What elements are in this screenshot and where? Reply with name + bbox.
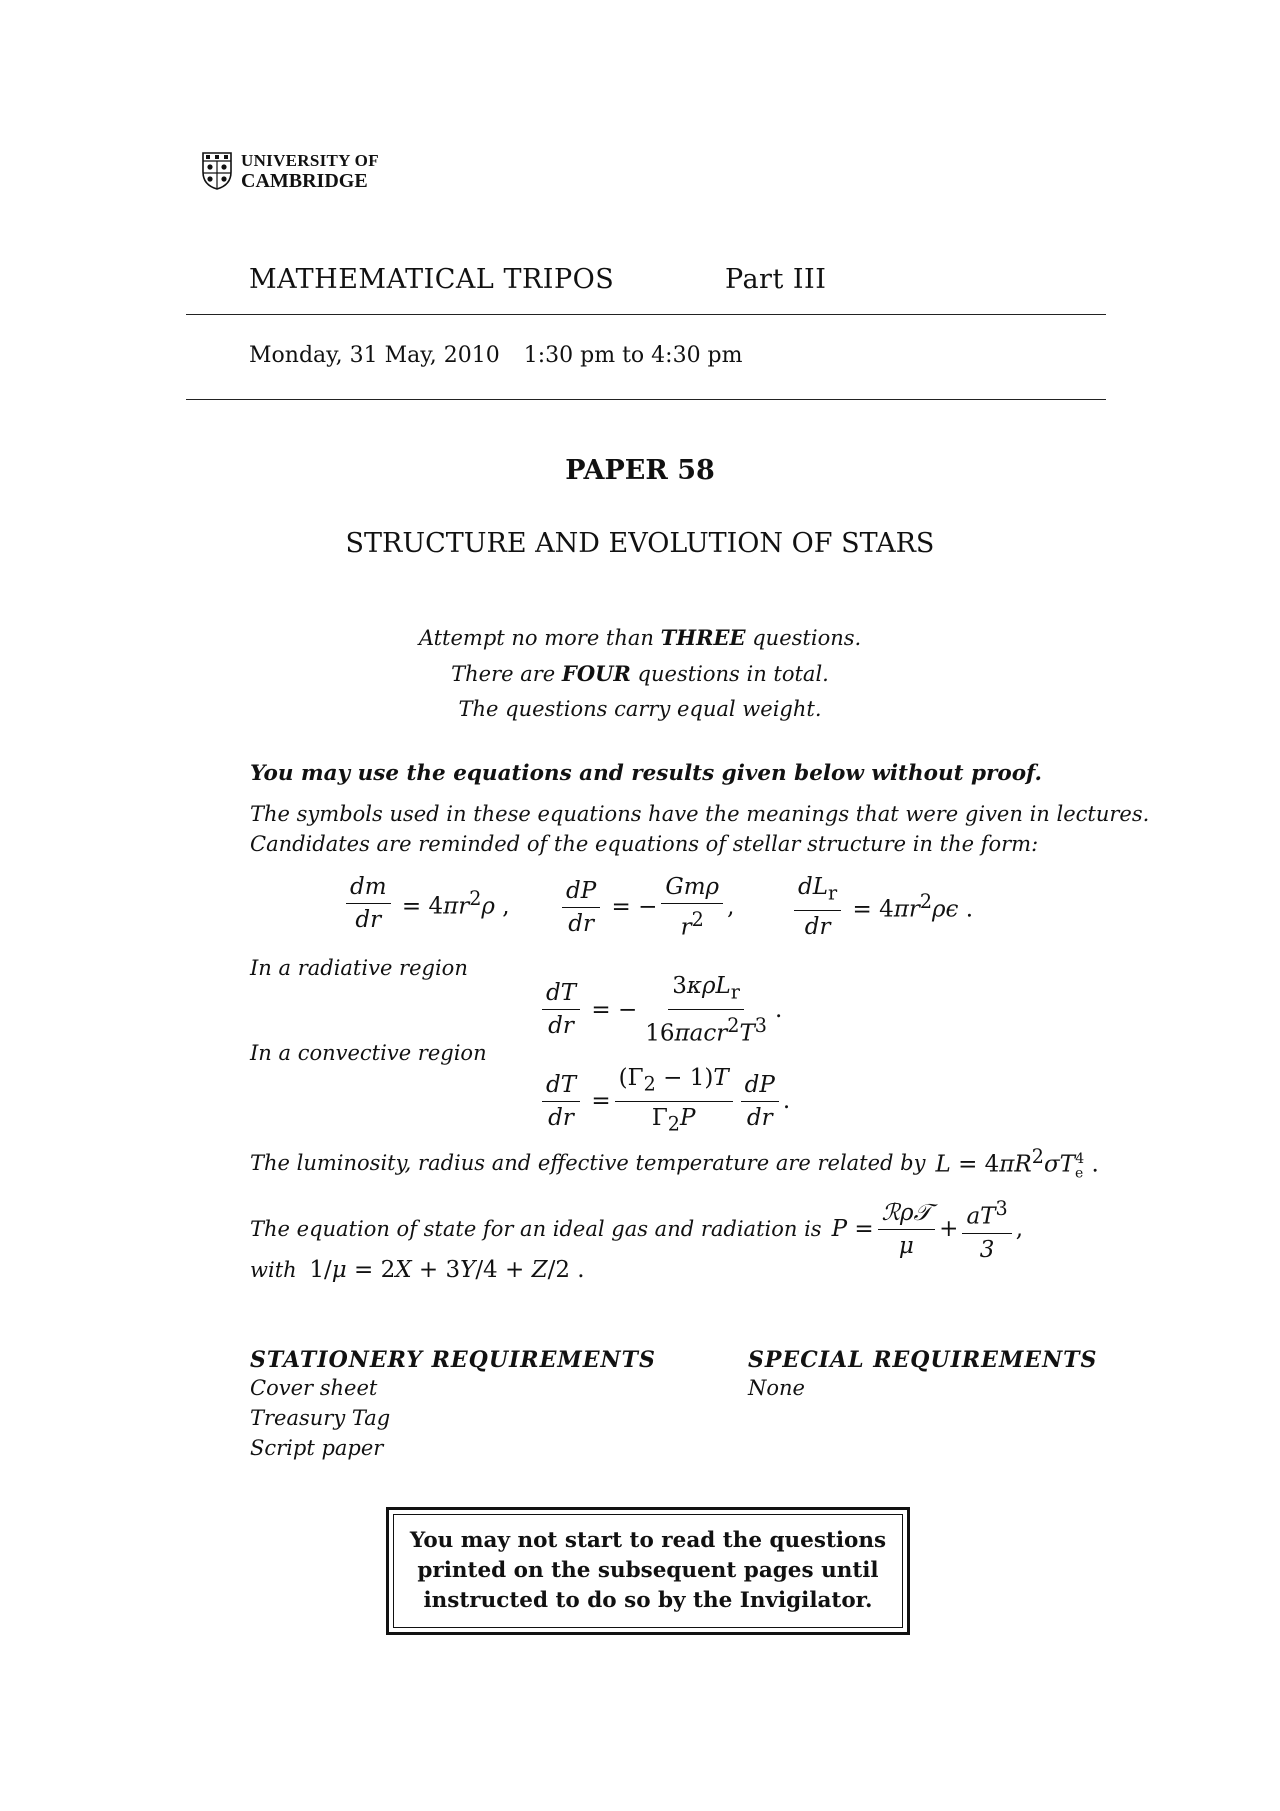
- with-text: with: [250, 1258, 297, 1282]
- notice-line: You may not start to read the questions: [409, 1528, 887, 1553]
- notice-line: printed on the subsequent pages until: [417, 1558, 879, 1583]
- exam-part: Part III: [725, 264, 827, 295]
- instruction-line-1: [0, 625, 1280, 650]
- state-text: The equation of state for an ideal gas and radiation is: [250, 1217, 822, 1242]
- header-rule-bottom: [186, 399, 1106, 400]
- exam-time: 1:30 pm to 4:30 pm: [523, 343, 743, 368]
- notice-box: [386, 1507, 910, 1635]
- logo-line-1: UNIVERSITY OF: [241, 151, 379, 170]
- notes-heading: You may use the equations and results given below without proof.: [250, 761, 1043, 786]
- equation-convective: $\frac{dT}{dr}$ = $\frac{(\Gamma_2 - 1)T}{\Gamma_2P}$ $\frac{dP}{dr}$ .: [538, 1064, 790, 1138]
- equation-luminosity: $\frac{dL_r}{dr}$ = $4\pi r^2\rho\epsilon$ .: [790, 873, 973, 941]
- stationery-item: Cover sheet: [250, 1376, 378, 1400]
- equation-radiative: $\frac{dT}{dr}$ = − $\frac{3\kappa\rho L_r}{16\pi acr^2T^3}$ .: [538, 972, 782, 1047]
- stationery-item: Treasury Tag: [250, 1406, 391, 1430]
- instruction-text: questions.: [745, 626, 862, 650]
- instruction-text: questions in total.: [630, 662, 829, 686]
- stationery-requirements: [250, 1347, 656, 1463]
- paper-number: PAPER 58: [565, 455, 715, 486]
- logo-text: [241, 150, 379, 192]
- notice-line: instructed to do so by the Invigilator.: [423, 1588, 873, 1613]
- stationery-heading: STATIONERY REQUIREMENTS: [250, 1347, 656, 1373]
- crest-icon: [202, 152, 232, 190]
- exam-date: [249, 343, 743, 368]
- notice-box-inner: [393, 1514, 903, 1628]
- instruction-text: Attempt no more than: [418, 626, 661, 650]
- state-equation: The equation of state for an ideal gas and radiation is P = $\frac{\text{ℛρ𝒯}}{\mu}$ + $\frac{aT^3}{3}$ ,: [250, 1197, 1024, 1263]
- instruction-emphasis: THREE: [660, 625, 746, 650]
- logo-line-2: CAMBRIDGE: [241, 170, 368, 192]
- radiative-label: In a radiative region: [250, 956, 468, 980]
- header-rule-top: [186, 314, 1106, 315]
- luminosity-text: The luminosity, radius and effective temperature are related by: [250, 1151, 926, 1176]
- university-logo: [202, 150, 379, 192]
- luminosity-relation: The luminosity, radius and effective temperature are related by $L = 4\pi R^2\sigma T_e^4$ .: [250, 1145, 1099, 1182]
- instruction-emphasis: FOUR: [561, 661, 631, 686]
- stationery-item: Script paper: [250, 1436, 384, 1460]
- special-item: None: [748, 1376, 805, 1400]
- exam-day: Monday, 31 May, 2010: [249, 343, 500, 368]
- notes-reminder: Candidates are reminded of the equations of stellar structure in the form:: [250, 832, 1039, 856]
- instruction-text: There are: [451, 662, 562, 686]
- special-requirements: [748, 1347, 1097, 1403]
- instruction-line-2: [0, 661, 1280, 686]
- paper-subject: STRUCTURE AND EVOLUTION OF STARS: [345, 528, 935, 559]
- exam-title: MATHEMATICAL TRIPOS: [249, 264, 615, 295]
- equation-pressure: $\frac{dP}{dr}$ = − $\frac{\text{Gmρ}}{r^2}$ ,: [558, 873, 734, 942]
- notes-symbols: The symbols used in these equations have the meanings that were given in lectures.: [250, 802, 1150, 826]
- mean-molecular-weight: with 1/μ = 2X + 3Y/4 + Z/2 .: [250, 1257, 585, 1283]
- instruction-line-3: The questions carry equal weight.: [458, 697, 822, 721]
- convective-label: In a convective region: [250, 1041, 487, 1065]
- special-heading: SPECIAL REQUIREMENTS: [748, 1347, 1098, 1373]
- equation-mass: $\frac{dm}{dr}$ = $4\pi r^2\rho$ ,: [342, 873, 510, 934]
